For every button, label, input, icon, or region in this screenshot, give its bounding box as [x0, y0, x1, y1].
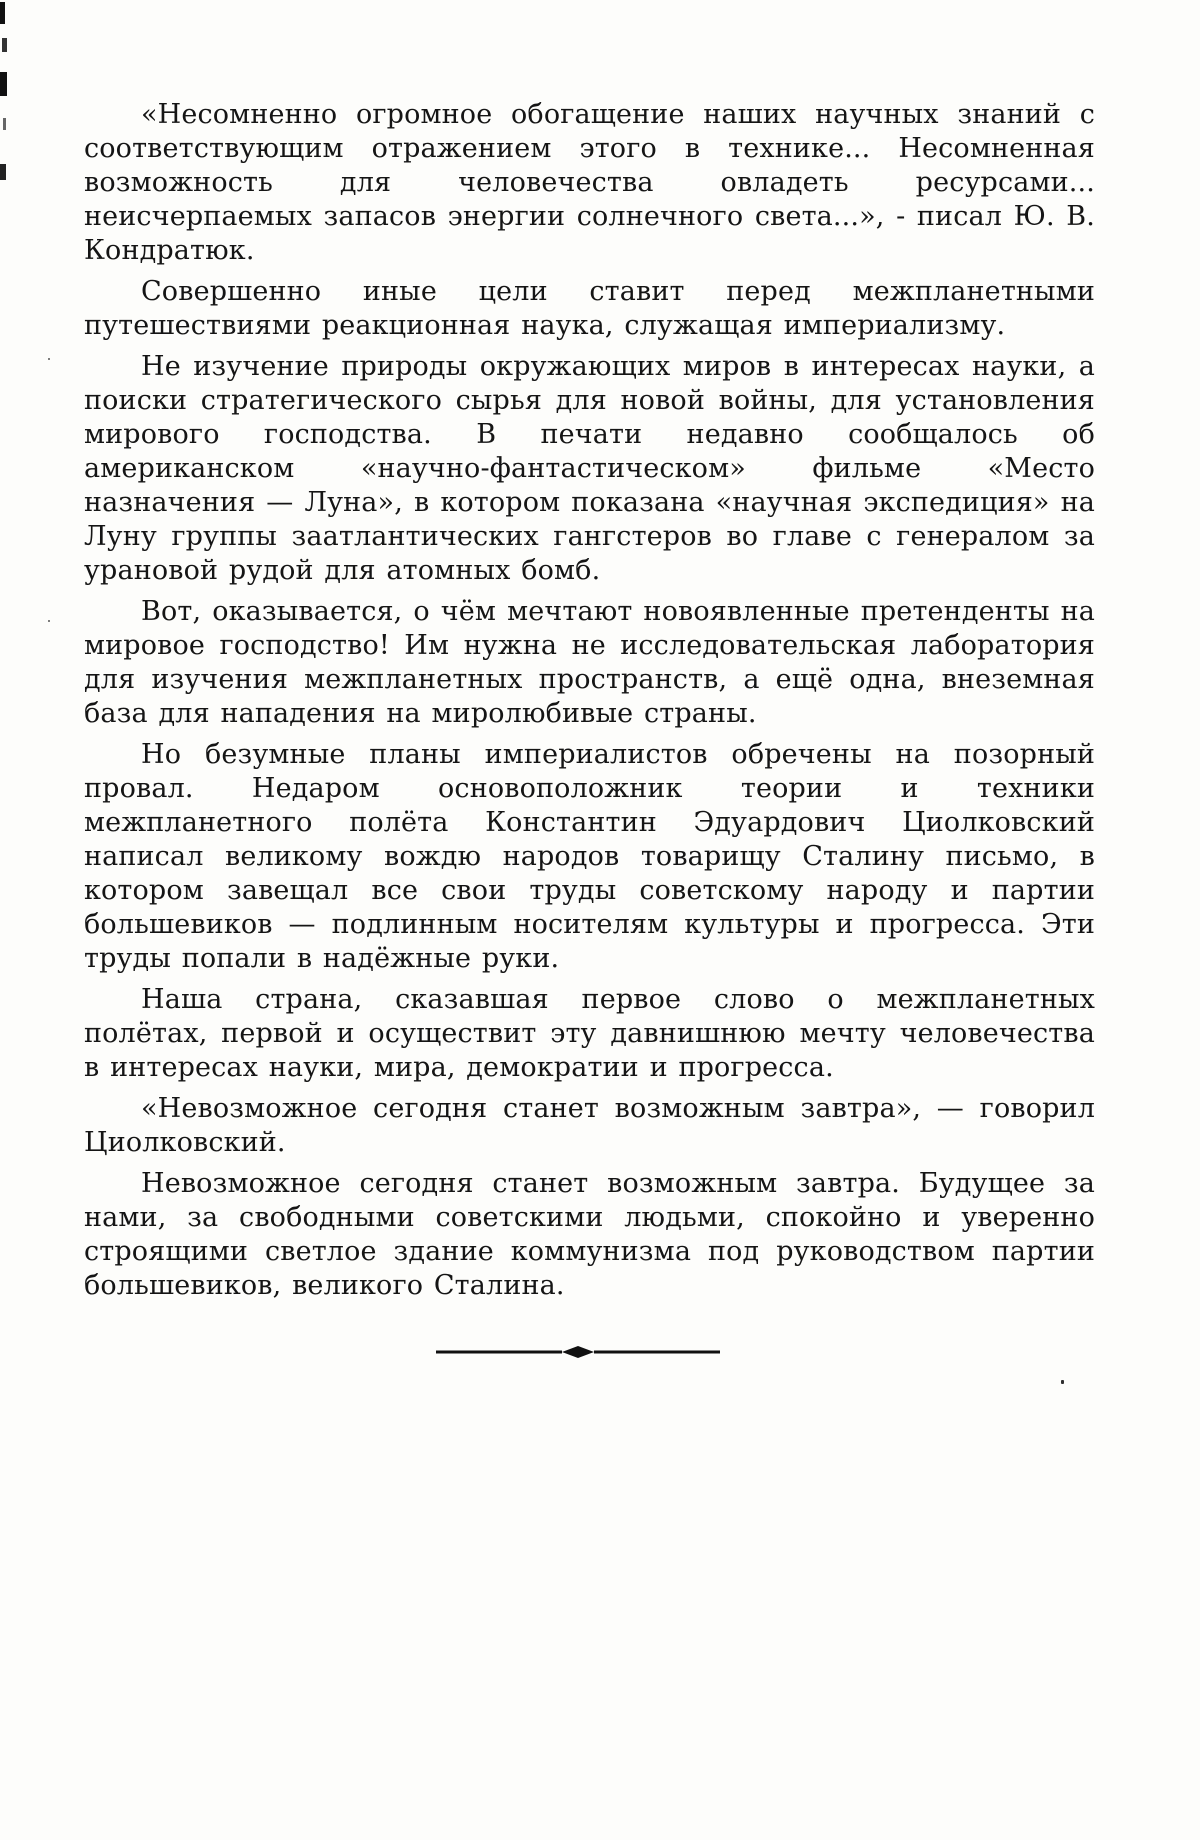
paragraph-kondratyuk-quote: «Несомненно огромное обогащение наших научных знаний с соответствующим отражением этого в технике... Несомненная возможность для человечества овладеть ресурсами... неисчерпаемых запасов энергии солнечного света...», - писал Ю. В. Кондратюк.: [84, 98, 1095, 268]
divider-diamond: [562, 1346, 594, 1358]
paragraph-conclusion: Невозможное сегодня станет возможным завтра. Будущее за нами, за свободными советскими людьми, спокойно и уверенно строящими светлое здание коммунизма под руководством партии большевиков, великого Сталина.: [84, 1167, 1095, 1303]
scan-speck: [0, 2, 5, 24]
paragraph-world-domination: Вот, оказывается, о чём мечтают новоявленные претенденты на мировое господство! Им нужна не исследовательская лаборатория для изучения межпланетных пространств, а ещё одна, внеземная база для нападения на миролюбивые страны.: [84, 595, 1095, 731]
paragraph-reactionary-science: Совершенно иные цели ставит перед межпланетными путешествиями реакционная наука, служащая империализму.: [84, 275, 1095, 343]
paragraph-tsiolkovsky-letter: Но безумные планы империалистов обречены на позорный провал. Недаром основоположник теории и техники межпланетного полёта Константин Эдуардович Циолковский написал великому вождю народов товарищу Сталину письмо, в котором завещал все свои труды советскому народу и партии большевиков — подлинным носителям культуры и прогресса. Эти труды попали в надёжные руки.: [84, 738, 1095, 976]
scan-speck: [48, 358, 50, 360]
book-page: [0, 0, 1200, 1840]
scan-speck: [3, 118, 6, 130]
scan-speck: [0, 164, 6, 180]
paragraph-strategic-resources: Не изучение природы окружающих миров в интересах науки, а поиски стратегического сырья для новой войны, для установления мирового господства. В печати недавно сообщалось об американском «научно-фантастическом» фильме «Место назначения — Луна», в котором показана «научная экспедиция» на Луну группы заатлантических гангстеров во главе с генералом за урановой рудой для атомных бомб.: [84, 350, 1095, 588]
article-text: [84, 98, 1095, 1310]
scan-edge-marks: [0, 0, 14, 190]
scan-speck: [48, 620, 50, 622]
scan-speck: [0, 72, 7, 96]
ornamental-divider: [436, 1342, 720, 1362]
paragraph-tsiolkovsky-quote: «Невозможное сегодня станет возможным завтра», — говорил Циолковский.: [84, 1092, 1095, 1160]
scan-speck: [1061, 1380, 1064, 1384]
scan-speck: [2, 38, 7, 52]
paragraph-our-country: Наша страна, сказавшая первое слово о межпланетных полётах, первой и осуществит эту давнишнюю мечту человечества в интересах науки, мира, демократии и прогресса.: [84, 983, 1095, 1085]
